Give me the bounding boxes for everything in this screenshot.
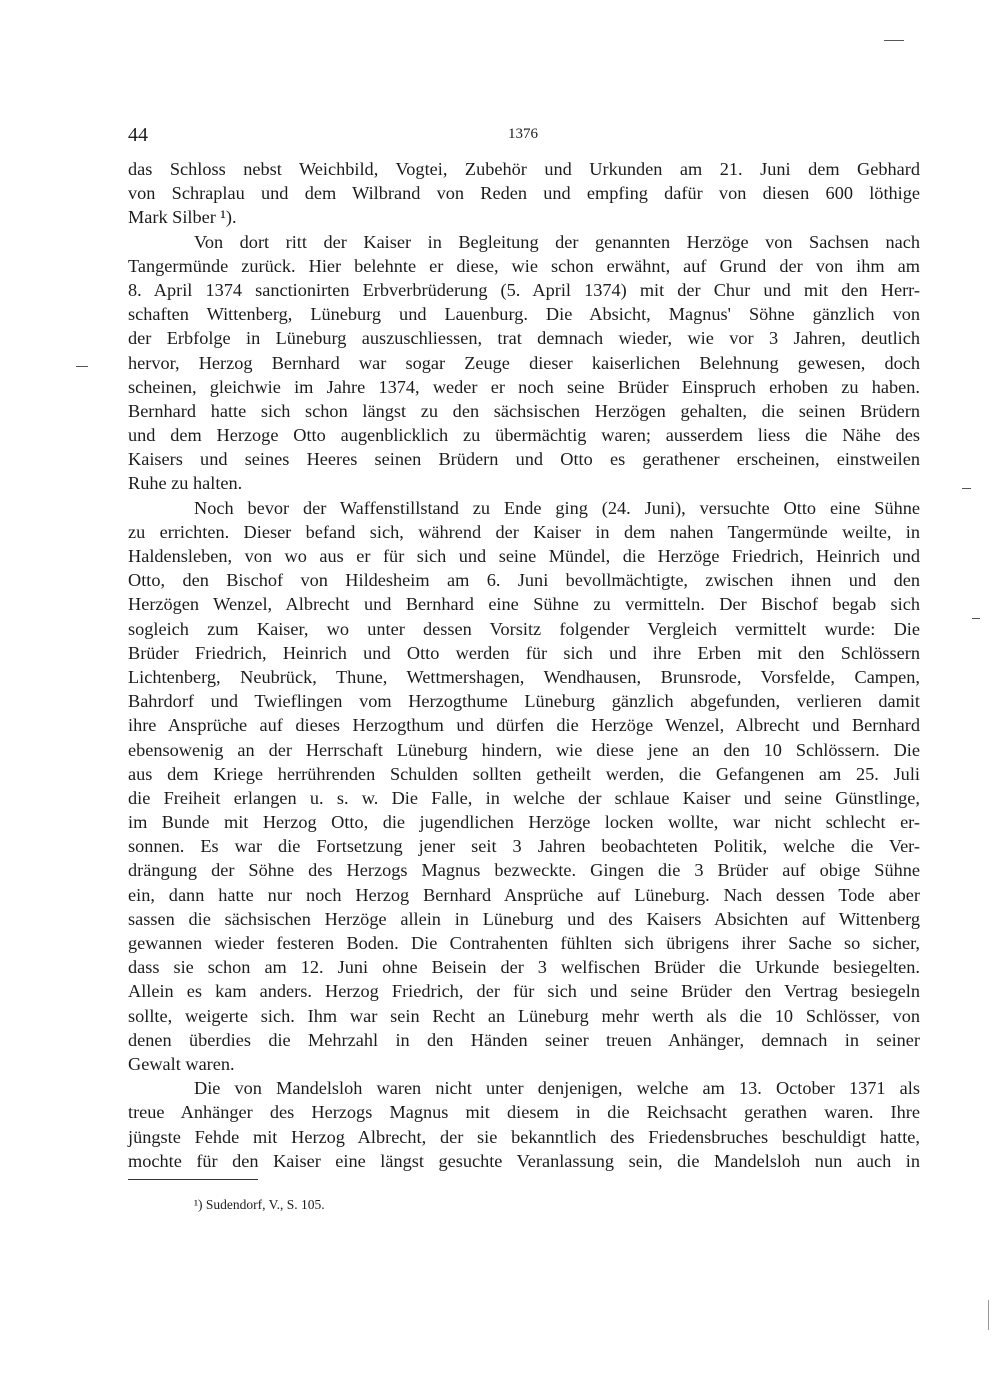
text-line: zu errichten. Dieser befand sich, während der Kaiser in dem nahen Tangermünde weilte, in — [128, 521, 920, 542]
text-line: Die von Mandelsloh waren nicht unter denjenigen, welche am 13. October 1371 als — [194, 1078, 920, 1099]
text-line: Kaisers und seines Heeres seinen Brüdern und Otto es gerathener erscheinen, einstweilen — [128, 449, 920, 470]
text-line: Tangermünde zurück. Hier belehnte er diese, wie schon erwähnt, auf Grund der von ihm am — [128, 255, 920, 276]
text-line: ihre Ansprüche auf dieses Herzogthum und dürfen die Herzöge Wenzel, Albrecht und Bernhard — [128, 715, 920, 736]
text-line: dass sie schon am 12. Juni ohne Beisein der 3 welfischen Brüder die Urkunde besiegelten. — [128, 957, 920, 978]
text-line: der Erbfolge in Lüneburg auszuschliessen, trat demnach wieder, wie vor 3 Jahren, deutlich — [128, 328, 920, 349]
scan-speck — [884, 40, 904, 41]
text-line: hervor, Herzog Bernhard war sogar Zeuge dieser kaiserlichen Belehnung gewesen, doch — [128, 352, 920, 373]
text-line: 8. April 1374 sanctionirten Erbverbrüderung (5. April 1374) mit der Chur und mit den Herr- — [128, 279, 920, 300]
scan-speck — [972, 618, 980, 619]
text-line: mochte für den Kaiser eine längst gesuchte Veranlassung sein, die Mandelsloh nun auch in — [128, 1150, 920, 1171]
body-text — [128, 157, 920, 1173]
text-line: Bahrdorf und Twieflingen vom Herzogthume Lüneburg gänzlich abgefunden, verlieren damit — [128, 691, 920, 712]
text-line: Haldensleben, von wo aus er für sich und seine Mündel, die Herzöge Friedrich, Heinrich und — [128, 546, 920, 566]
text-line: denen überdies die Mehrzahl in den Händen seiner treuen Anhänger, demnach in seiner — [128, 1029, 920, 1050]
scan-speck — [76, 366, 88, 367]
text-line: Mark Silber ¹). — [128, 207, 237, 228]
text-line: Otto, den Bischof von Hildesheim am 6. Juni bevollmächtigte, zwischen ihnen und den — [128, 570, 920, 591]
footnote: ¹) Sudendorf, V., S. 105. — [194, 1197, 325, 1212]
text-line: Ruhe zu halten. — [128, 473, 243, 494]
text-line: aus dem Kriege herrührenden Schulden sollten getheilt werden, die Gefangenen am 25. Juli — [128, 763, 920, 784]
scan-speck — [988, 1300, 989, 1330]
text-line: Noch bevor der Waffenstillstand zu Ende ging (24. Juni), versuchte Otto eine Sühne — [194, 497, 920, 518]
text-line: im Bunde mit Herzog Otto, die jugendlichen Herzöge locken wollte, war nicht schlecht er- — [128, 812, 920, 833]
scan-speck — [962, 488, 971, 489]
text-line: sonnen. Es war die Fortsetzung jener seit 3 Jahren beobachteten Politik, welche die Ver- — [128, 836, 920, 857]
text-line: und dem Herzoge Otto augenblicklich zu übermächtig waren; ausserdem liess die Nähe des — [128, 425, 920, 446]
text-line: ein, dann hatte nur noch Herzog Bernhard Ansprüche auf Lüneburg. Nach dessen Tode aber — [128, 884, 920, 905]
page-number: 44 — [128, 124, 148, 146]
text-line: jüngste Fehde mit Herzog Albrecht, der sie bekanntlich des Friedensbruches beschuldigt hatte, — [128, 1126, 920, 1147]
footnote-divider — [128, 1179, 258, 1180]
text-line: ebensowenig an der Herrschaft Lüneburg hindern, wie diese jene an den 10 Schlössern. Die — [128, 739, 920, 760]
text-line: die Freiheit erlangen u. s. w. Die Falle, in welche der schlaue Kaiser und seine Günstlinge, — [128, 787, 920, 808]
text-line: sogleich zum Kaiser, wo unter dessen Vorsitz folgender Vergleich vermittelt wurde: Die — [128, 618, 920, 639]
text-line: sassen die sächsischen Herzöge allein in Lüneburg und des Kaisers Absichten auf Wittenberg — [128, 908, 920, 929]
running-header-year: 1376 — [508, 126, 538, 142]
text-line: Lichtenberg, Neubrück, Thune, Wettmershagen, Wendhausen, Brunsrode, Vorsfelde, Campen, — [128, 666, 920, 687]
text-line: gewannen wieder festeren Boden. Die Contrahenten fühlten sich übrigens ihrer Sache so sicher, — [128, 933, 920, 953]
text-line: Gewalt waren. — [128, 1053, 235, 1074]
text-line: Bernhard hatte sich schon längst zu den sächsischen Herzögen gehalten, die seinen Brüdern — [128, 400, 920, 421]
text-line: drängung der Söhne des Herzogs Magnus bezweckte. Gingen die 3 Brüder auf obige Sühne — [128, 860, 920, 881]
text-line: schaften Wittenberg, Lüneburg und Lauenburg. Die Absicht, Magnus' Söhne gänzlich von — [128, 304, 920, 325]
text-line: scheinen, gleichwie im Jahre 1374, weder er noch seine Brüder Einspruch erhoben zu haben. — [128, 376, 920, 397]
text-line: Brüder Friedrich, Heinrich und Otto werden für sich und ihre Erben mit den Schlössern — [128, 642, 920, 663]
text-line: sollte, weigerte sich. Ihm war sein Recht an Lüneburg mehr werth als die 10 Schlösser, von — [128, 1005, 920, 1026]
text-line: Von dort ritt der Kaiser in Begleitung der genannten Herzöge von Sachsen nach — [194, 231, 920, 252]
text-line: das Schloss nebst Weichbild, Vogtei, Zubehör und Urkunden am 21. Juni dem Gebhard — [128, 159, 920, 179]
text-line: treue Anhänger des Herzogs Magnus mit diesem in die Reichsacht gerathen waren. Ihre — [128, 1102, 920, 1123]
text-line: von Schraplau und dem Wilbrand von Reden und empfing dafür von diesen 600 löthige — [128, 183, 920, 204]
text-line: Allein es kam anders. Herzog Friedrich, der für sich und seine Brüder den Vertrag besiegeln — [128, 981, 920, 1002]
text-line: Herzögen Wenzel, Albrecht und Bernhard eine Sühne zu vermitteln. Der Bischof begab sich — [128, 594, 920, 615]
